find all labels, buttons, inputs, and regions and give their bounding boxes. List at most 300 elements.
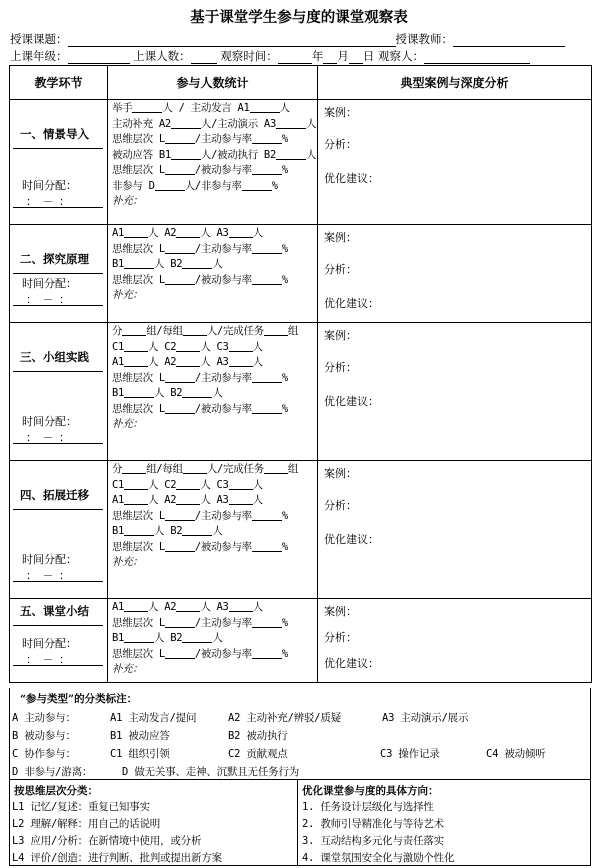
time-alloc-line — [13, 443, 103, 444]
stat-text: 人 C2 — [148, 478, 177, 491]
stat-blank[interactable] — [229, 226, 253, 238]
stats-cell — [108, 323, 318, 461]
case-analysis-label: 分析： — [324, 263, 357, 276]
stage-name: 一、情景导入 — [20, 127, 89, 141]
stat-text: % — [281, 242, 288, 255]
meta-row-2 — [10, 48, 590, 64]
stage-wrap — [10, 225, 107, 321]
legend-title: “参与类型”的分类标注： — [20, 693, 138, 705]
stage-cell — [10, 323, 108, 461]
stat-text: 人 C3 — [200, 478, 229, 491]
stat-text: % — [281, 540, 288, 553]
year-label: 年 — [311, 49, 324, 63]
stat-text: 思维层次 L — [112, 616, 165, 629]
stat-text: C1 — [112, 340, 125, 353]
stats-cell — [108, 461, 318, 599]
stat-line — [108, 540, 317, 556]
stat-text: 组 — [287, 325, 299, 337]
stat-blank[interactable] — [165, 647, 195, 659]
stage-row — [10, 461, 592, 599]
stat-blank[interactable] — [155, 179, 185, 191]
levels-title: 按思维层次分类： — [14, 785, 98, 797]
stat-text: 分 — [112, 325, 123, 337]
bottom-divider — [297, 780, 298, 866]
stat-text: 举手 — [112, 102, 133, 114]
stat-line — [108, 226, 317, 242]
stat-line — [108, 355, 317, 371]
legend-c-label: C 协作参与： — [12, 748, 76, 760]
stat-line — [108, 242, 317, 258]
stat-text: A1 — [112, 356, 125, 368]
stat-blank[interactable] — [122, 462, 146, 474]
stat-text: 思维层次 L — [112, 540, 165, 553]
meta-row-1 — [10, 31, 590, 47]
stat-text: 人 A3 — [200, 601, 229, 613]
case-advice-label: 优化建议： — [324, 657, 379, 670]
cases-wrap — [318, 461, 591, 597]
stat-text: 非参与 D — [112, 179, 155, 192]
stat-line — [108, 163, 317, 179]
stat-line — [108, 371, 317, 387]
legend-b2: B2 被动执行 — [228, 730, 288, 742]
stat-line — [108, 386, 317, 402]
cases-cell — [318, 599, 592, 683]
time-alloc-line — [13, 207, 103, 208]
stat-text: /主动参与率 — [194, 242, 252, 255]
stat-text: % — [281, 402, 288, 415]
stat-blank[interactable] — [122, 324, 146, 336]
stat-text: 思维层次 L — [112, 509, 165, 522]
stat-text: 补充： — [112, 556, 143, 568]
cases-wrap — [318, 323, 591, 459]
stage-row — [10, 599, 592, 683]
stat-text: B1 — [112, 632, 125, 644]
legend-a-label: A 主动参与： — [12, 712, 76, 724]
stat-line — [108, 257, 317, 273]
level-item: L4 评价/创造：进行判断、批判或提出新方案 — [12, 852, 222, 864]
cases-wrap — [318, 225, 591, 321]
stat-text: % — [281, 273, 288, 286]
stat-text: 补充： — [112, 289, 143, 301]
time-alloc-value[interactable]: ： － ： — [26, 293, 71, 306]
time-alloc-label: 时间分配： — [22, 415, 77, 428]
stat-text: 人 A3 — [200, 356, 229, 368]
stat-text: 被动应答 B1 — [112, 148, 171, 161]
direction-item: 2. 教师引导精准化与等待艺术 — [302, 818, 444, 830]
stat-text: 人 C2 — [148, 340, 177, 353]
stat-blank[interactable] — [165, 509, 195, 521]
stat-blank[interactable] — [250, 101, 280, 113]
legend-b1: B1 被动应答 — [110, 730, 170, 742]
legend-d-text: D 做无关事、走神、沉默且无任务行为 — [122, 766, 300, 778]
stat-text: 人 A2 — [148, 227, 177, 239]
stat-text: 思维层次 L — [112, 273, 165, 286]
stage-name: 四、拓展迁移 — [20, 488, 89, 502]
stat-blank[interactable] — [124, 386, 154, 398]
stat-blank[interactable] — [165, 402, 195, 414]
stat-line — [108, 600, 317, 616]
stat-blank[interactable] — [124, 257, 154, 269]
stat-text: 分 — [112, 463, 123, 475]
stat-blank[interactable] — [176, 493, 200, 505]
stat-blank[interactable] — [165, 242, 195, 254]
stat-blank[interactable] — [171, 117, 201, 129]
stat-blank[interactable] — [264, 462, 288, 474]
stat-line — [108, 179, 317, 195]
teacher-field[interactable] — [453, 34, 565, 47]
stat-text: 思维层次 L — [112, 164, 165, 176]
stat-text: /主动参与率 — [194, 509, 252, 522]
stat-blank[interactable] — [124, 226, 148, 238]
stat-text: /主动参与率 — [194, 133, 252, 145]
bottom-section — [9, 780, 591, 866]
stat-text: 人 B2 — [154, 525, 183, 537]
stat-blank[interactable] — [124, 600, 148, 612]
stat-blank[interactable] — [252, 647, 282, 659]
stat-blank[interactable] — [252, 540, 282, 552]
participation-legend — [9, 688, 591, 780]
topic-field[interactable] — [68, 34, 396, 47]
observer-label: 观察人： — [377, 49, 424, 63]
stage-wrap — [10, 100, 107, 223]
stat-text: 人 — [252, 340, 263, 353]
stat-text: 人/完成任务 — [206, 325, 264, 337]
stat-text: 思维层次 L — [112, 647, 165, 660]
case-advice-label: 优化建议： — [324, 533, 379, 546]
stat-line — [108, 478, 317, 494]
stat-text: A1 — [112, 494, 125, 506]
observation-table — [9, 65, 592, 683]
stage-name: 五、课堂小结 — [20, 604, 89, 618]
topic-label: 授课课题： — [10, 32, 68, 46]
stage-row — [10, 100, 592, 225]
case-analysis-label: 分析： — [324, 499, 357, 512]
stage-row — [10, 323, 592, 461]
stat-text: 人 — [252, 601, 263, 613]
stat-blank[interactable] — [252, 509, 282, 521]
stat-text: 人 B2 — [154, 632, 183, 644]
stat-line — [108, 148, 317, 164]
stage-name-line[interactable] — [13, 509, 103, 510]
direction-item: 4. 课堂氛围安全化与激励个性化 — [302, 852, 455, 864]
level-item: L2 理解/解释：用自己的话说明 — [12, 818, 161, 830]
case-example-label: 案例： — [324, 106, 357, 119]
stat-line — [108, 631, 317, 647]
teacher-label: 授课教师： — [395, 32, 453, 46]
stat-text: 人/完成任务 — [206, 463, 264, 475]
stat-text: % — [281, 133, 288, 145]
stat-line — [108, 524, 317, 540]
cases-wrap — [318, 100, 591, 223]
stat-text: 人/非参与率 — [184, 179, 242, 192]
stat-blank[interactable] — [124, 478, 148, 490]
stat-text: % — [281, 647, 288, 660]
stat-text: /被动参与率 — [194, 164, 252, 176]
stat-blank[interactable] — [182, 257, 212, 269]
stat-text: A1 — [112, 227, 125, 239]
stat-blank[interactable] — [176, 478, 200, 490]
direction-item: 3. 互动结构多元化与责任落实 — [302, 835, 444, 847]
directions-title: 优化课堂参与度的具体方向： — [302, 785, 439, 797]
stat-text: 组 — [287, 463, 299, 475]
stat-text: 人 — [252, 478, 263, 491]
stat-blank[interactable] — [252, 132, 282, 144]
level-item: L3 应用/分析：在新情境中使用，或分析 — [12, 835, 202, 847]
stat-blank[interactable] — [132, 101, 162, 113]
stat-text: 思维层次 L — [112, 371, 165, 384]
month-label: 月 — [337, 49, 349, 63]
stat-text: 人/主动演示 A3 — [200, 117, 276, 130]
stat-blank[interactable] — [165, 616, 195, 628]
stat-blank[interactable] — [242, 179, 272, 191]
stat-blank[interactable] — [124, 493, 148, 505]
stat-line — [108, 273, 317, 289]
cases-cell — [318, 225, 592, 323]
stat-text: 人 — [212, 258, 223, 270]
stat-line — [108, 509, 317, 525]
stat-text: C1 — [112, 478, 125, 491]
stat-blank[interactable] — [165, 273, 195, 285]
time-alloc-line — [13, 581, 103, 582]
stat-text: 人 A2 — [148, 356, 177, 368]
stage-name: 二、探究原理 — [20, 252, 89, 266]
stage-cell — [10, 225, 108, 323]
stat-text: 人 — [305, 117, 317, 130]
stat-blank[interactable] — [171, 148, 201, 160]
stat-text: 人 A3 — [200, 227, 229, 239]
stage-name-line[interactable] — [13, 371, 103, 372]
stat-line — [108, 493, 317, 509]
stat-text: 人 B2 — [154, 258, 183, 270]
case-advice-label: 优化建议： — [324, 395, 379, 408]
stats-cell — [108, 100, 318, 225]
time-alloc-value[interactable]: ： － ： — [26, 431, 71, 444]
legend-a1: A1 主动发言/提问 — [110, 712, 197, 724]
stat-text: % — [281, 371, 288, 384]
stage-name-line[interactable] — [13, 148, 103, 149]
time-alloc-line — [13, 665, 103, 666]
time-alloc-line — [13, 305, 103, 306]
stat-text: % — [281, 509, 288, 522]
stage-name-line[interactable] — [13, 273, 103, 274]
stage-wrap — [10, 599, 107, 681]
stat-text: 人/被动执行 B2 — [200, 148, 276, 161]
stat-blank[interactable] — [252, 371, 282, 383]
case-advice-label: 优化建议： — [324, 172, 379, 185]
stage-name: 三、小组实践 — [20, 350, 89, 364]
stat-blank[interactable] — [124, 524, 154, 536]
stat-text: 人 B2 — [154, 387, 183, 399]
case-advice-label: 优化建议： — [324, 297, 379, 310]
stat-text: 补充： — [112, 195, 143, 207]
header-cases: 典型案例与深度分析 — [318, 66, 592, 100]
case-analysis-label: 分析： — [324, 361, 357, 374]
stat-line — [108, 555, 317, 571]
stat-blank[interactable] — [165, 540, 195, 552]
stat-blank[interactable] — [229, 478, 253, 490]
stat-text: 人 — [305, 148, 317, 161]
stat-text: A1 — [112, 601, 125, 613]
stage-row — [10, 225, 592, 323]
stat-line — [108, 288, 317, 304]
stage-cell — [10, 100, 108, 225]
legend-c3: C3 操作记录 — [380, 748, 440, 760]
stat-blank[interactable] — [229, 340, 253, 352]
cases-cell — [318, 100, 592, 225]
stat-blank[interactable] — [182, 524, 212, 536]
stat-text: 人 — [212, 387, 223, 399]
legend-a3: A3 主动演示/展示 — [382, 712, 469, 724]
stat-text: 人 A2 — [148, 494, 177, 506]
stat-text: 补充： — [112, 663, 143, 675]
stat-text: B1 — [112, 258, 125, 270]
legend-c4: C4 被动倾听 — [486, 748, 546, 760]
legend-c2: C2 贡献观点 — [228, 748, 288, 760]
stage-cell — [10, 599, 108, 683]
stat-line — [108, 616, 317, 632]
legend-a2: A2 主动补充/辨驳/质疑 — [228, 712, 342, 724]
stat-blank[interactable] — [176, 355, 200, 367]
stat-text: 人 — [212, 632, 223, 644]
header-stage: 教学环节 — [10, 66, 108, 100]
stage-cell — [10, 461, 108, 599]
stat-blank[interactable] — [183, 324, 207, 336]
stat-blank[interactable] — [252, 616, 282, 628]
stat-line — [108, 340, 317, 356]
stat-blank[interactable] — [182, 631, 212, 643]
stat-blank[interactable] — [252, 273, 282, 285]
stat-text: 思维层次 L — [112, 242, 165, 255]
stat-text: 人 — [252, 356, 263, 368]
stat-text: B1 — [112, 387, 125, 399]
page-title: 基于课堂学生参与度的课堂观察表 — [190, 10, 408, 26]
stat-blank[interactable] — [176, 340, 200, 352]
stat-text: 组/每组 — [146, 463, 183, 475]
case-analysis-label: 分析： — [324, 631, 357, 644]
stat-line — [108, 402, 317, 418]
time-alloc-value[interactable]: ： － ： — [26, 569, 71, 582]
time-alloc-label: 时间分配： — [22, 637, 77, 650]
stat-text: 人 A3 — [200, 494, 229, 506]
stat-text: 组/每组 — [146, 325, 183, 337]
stage-name-line[interactable] — [13, 625, 103, 626]
cases-wrap — [318, 599, 591, 681]
day-label: 日 — [362, 49, 375, 63]
stat-blank[interactable] — [252, 163, 282, 175]
stat-text: 人 — [279, 102, 290, 114]
stats-cell — [108, 225, 318, 323]
stat-text: 人 — [252, 227, 263, 239]
stat-text: B1 — [112, 525, 125, 537]
time-alloc-label: 时间分配： — [22, 553, 77, 566]
stat-blank[interactable] — [276, 117, 306, 129]
stat-blank[interactable] — [124, 631, 154, 643]
stat-text: 补充： — [112, 418, 143, 430]
stat-text: 人 — [252, 494, 263, 506]
case-example-label: 案例： — [324, 467, 357, 480]
stat-line — [108, 117, 317, 133]
stat-text: /主动参与率 — [194, 371, 252, 384]
stat-blank[interactable] — [182, 386, 212, 398]
time-alloc-value[interactable]: ： － ： — [26, 195, 71, 208]
stat-line — [108, 417, 317, 433]
stat-blank[interactable] — [276, 148, 306, 160]
count-label: 上课人数： — [133, 49, 191, 63]
stat-blank[interactable] — [264, 324, 288, 336]
stats-cell — [108, 599, 318, 683]
stage-wrap — [10, 323, 107, 459]
legend-d-label: D 非参与/游离： — [12, 766, 93, 778]
year-field[interactable] — [278, 51, 312, 64]
legend-c1: C1 组织引领 — [110, 748, 170, 760]
legend-b-label: B 被动参与： — [12, 730, 76, 742]
stat-line — [108, 324, 317, 340]
direction-item: 1. 任务设计层级化与选择性 — [302, 801, 434, 813]
stat-text: /主动参与率 — [194, 616, 252, 629]
stat-line — [108, 662, 317, 678]
stat-text: % — [281, 616, 288, 629]
stat-blank[interactable] — [165, 132, 195, 144]
stat-text: % — [281, 164, 288, 176]
stat-line — [108, 132, 317, 148]
stat-text: /被动参与率 — [194, 273, 252, 286]
case-example-label: 案例： — [324, 231, 357, 244]
header-stats: 参与人数统计 — [108, 66, 318, 100]
stat-text: 思维层次 L — [112, 133, 165, 145]
stat-text: % — [271, 179, 278, 192]
case-analysis-label: 分析： — [324, 138, 357, 151]
time-alloc-value[interactable]: ： － ： — [26, 653, 71, 666]
stage-wrap — [10, 461, 107, 597]
grade-field[interactable] — [68, 51, 130, 64]
cases-cell — [318, 461, 592, 599]
stat-line — [108, 462, 317, 478]
time-alloc-label: 时间分配： — [22, 277, 77, 290]
time-label: 观察时间： — [220, 49, 278, 63]
stat-blank[interactable] — [124, 340, 148, 352]
stat-blank[interactable] — [252, 402, 282, 414]
case-example-label: 案例： — [324, 329, 357, 342]
stat-line — [108, 647, 317, 663]
stat-text: 主动补充 A2 — [112, 117, 171, 130]
stat-text: 人 A2 — [148, 601, 177, 613]
observer-field[interactable] — [424, 51, 530, 64]
stat-blank[interactable] — [165, 163, 195, 175]
cases-cell — [318, 323, 592, 461]
stat-blank[interactable] — [229, 600, 253, 612]
level-item: L1 记忆/复述：重复已知事实 — [12, 801, 150, 813]
case-example-label: 案例： — [324, 605, 357, 618]
count-field[interactable] — [191, 51, 217, 64]
stat-blank[interactable] — [229, 493, 253, 505]
stat-blank[interactable] — [229, 355, 253, 367]
stat-blank[interactable] — [165, 371, 195, 383]
stat-text: /被动参与率 — [194, 647, 252, 660]
day-field[interactable] — [349, 51, 363, 64]
stat-blank[interactable] — [176, 600, 200, 612]
stat-blank[interactable] — [124, 355, 148, 367]
stat-blank[interactable] — [183, 462, 207, 474]
stat-text: 人 — [212, 525, 223, 537]
grade-label: 上课年级： — [10, 49, 68, 63]
stat-blank[interactable] — [176, 226, 200, 238]
table-header-row — [10, 66, 592, 100]
stat-blank[interactable] — [252, 242, 282, 254]
stat-line — [108, 194, 317, 210]
time-alloc-label: 时间分配： — [22, 179, 77, 192]
month-field[interactable] — [323, 51, 337, 64]
stat-text: 思维层次 L — [112, 402, 165, 415]
